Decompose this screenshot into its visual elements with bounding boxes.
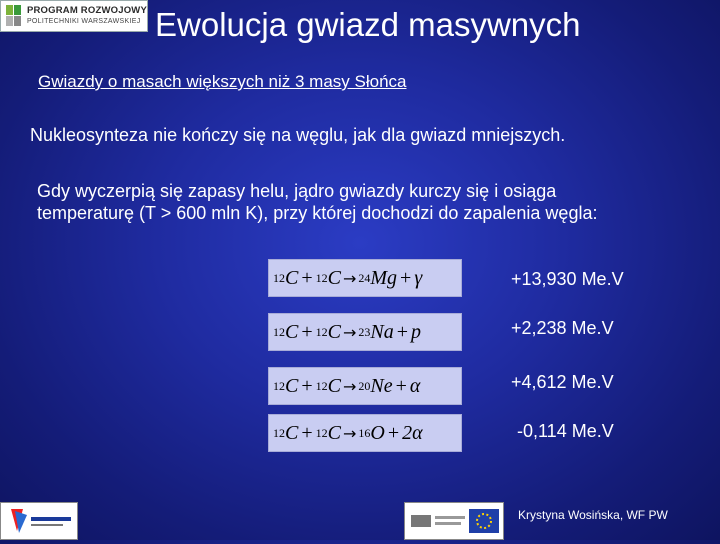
footer-author: Krystyna Wosińska, WF PW xyxy=(518,508,668,522)
paragraph-carbon-ignition: Gdy wyczerpią się zapasy helu, jądro gwiazdy kurczy się i osiąga temperaturę (T > 600 mln K), przy której dochodzi do zapalenia węgla: xyxy=(37,181,598,223)
reaction-equation: 12 C + 12 C → 23 Na + p xyxy=(268,313,462,351)
reaction-equation: 12 C + 12 C → 16 O + 2α xyxy=(268,414,462,452)
paragraph-nucleosynthesis: Nukleosynteza nie kończy się na węglu, jak dla gwiazd mniejszych. xyxy=(30,125,566,145)
subtitle: Gwiazdy o masach większych niż 3 masy Słońca xyxy=(38,72,407,91)
kapital-ludzki-logo xyxy=(0,502,78,540)
pw-logo-icon xyxy=(4,3,24,29)
logo-line2: POLITECHNIKI WARSZAWSKIEJ xyxy=(26,18,141,25)
reaction-equation: 12 C + 12 C → 24 Mg + γ xyxy=(268,259,462,297)
eu-social-fund-logo xyxy=(404,502,504,540)
logo-line1: PROGRAM ROZWOJOWY xyxy=(26,5,147,16)
reaction-energy: +2,238 Me.V xyxy=(511,318,614,338)
reaction-energy: -0,114 Me.V xyxy=(517,421,614,441)
program-rozwojowy-logo xyxy=(0,0,148,32)
reaction-energy: +13,930 Me.V xyxy=(511,269,624,289)
page-title: Ewolucja gwiazd masywnych xyxy=(155,6,581,43)
reaction-energy: +4,612 Me.V xyxy=(511,372,614,392)
reaction-equation: 12 C + 12 C → 20 Ne + α xyxy=(268,367,462,405)
